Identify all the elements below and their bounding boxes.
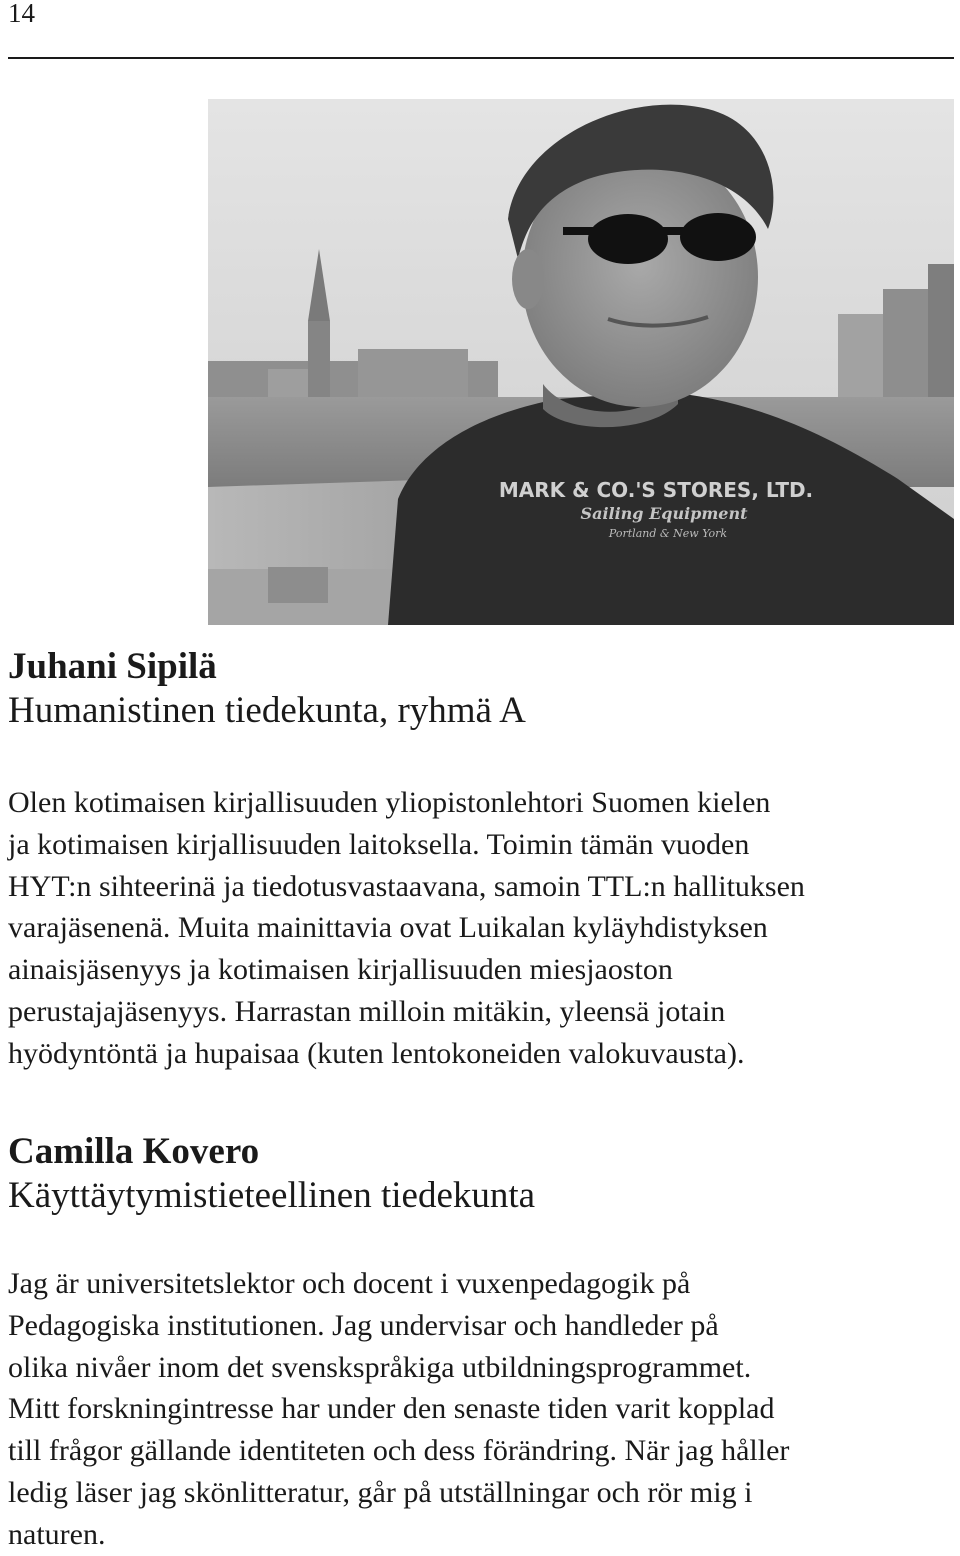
page-number: 14 — [8, 0, 35, 28]
person2-header — [8, 1130, 954, 1218]
person2-bio-line: Mitt forskningintresse har under den senaste tiden varit kopplad — [8, 1392, 775, 1426]
person1-bio-line: varajäsenenä. Muita mainittavia ovat Luikalan kyläyhdistyksen — [8, 911, 768, 945]
person1-bio-line: perustajajäsenyys. Harrastan milloin mitäkin, yleensä jotain — [8, 994, 726, 1028]
shirt-print-line1: MARK & CO.'S STORES, LTD. — [498, 478, 814, 502]
person2-name: Camilla Kovero — [8, 1131, 260, 1172]
person1-header — [8, 645, 954, 733]
shirt-print-line3: Portland & New York — [608, 527, 728, 540]
person1-bio-line: ja kotimaisen kirjallisuuden laitoksella. Toimin tämän vuoden — [8, 827, 750, 861]
person2-faculty: Käyttäytymistieteellinen tiedekunta — [8, 1175, 536, 1216]
person2-bio-line: olika nivåer inom det svenskspråkiga utbildningsprogrammet. — [8, 1350, 752, 1384]
person1-name: Juhani Sipilä — [8, 646, 217, 687]
person2-bio-line: Pedagogiska institutionen. Jag undervisar och handleder på — [8, 1308, 719, 1342]
person2-bio-line: till frågor gällande identiteten och dess förändring. När jag håller — [8, 1434, 790, 1468]
shirt-print-line2: Sailing Equipment — [580, 504, 748, 523]
person1-bio-line: HYT:n sihteerinä ja tiedotusvastaavana, samoin TTL:n hallituksen — [8, 869, 805, 903]
person2-bio-line: Jag är universitetslektor och docent i vuxenpedagogik på — [8, 1267, 691, 1300]
person1-bio-line: hyödyntöntä ja hupaisaa (kuten lentokoneiden valokuvausta). — [8, 1036, 745, 1070]
header-rule — [8, 57, 954, 59]
person2-bio-line: naturen. — [8, 1517, 106, 1551]
person1-bio-line: ainaisjäsenyys ja kotimaisen kirjallisuuden miesjaoston — [8, 953, 673, 987]
person2-bio — [8, 1263, 789, 1556]
person1-bio — [8, 782, 805, 1075]
person1-bio-line: Olen kotimaisen kirjallisuuden yliopistonlehtori Suomen kielen — [8, 786, 771, 819]
person2-bio-line: ledig läser jag skönlitteratur, går på utställningar och rör mig i — [8, 1475, 753, 1509]
person1-faculty: Humanistinen tiedekunta, ryhmä A — [8, 690, 526, 731]
portrait-photo — [208, 99, 954, 625]
